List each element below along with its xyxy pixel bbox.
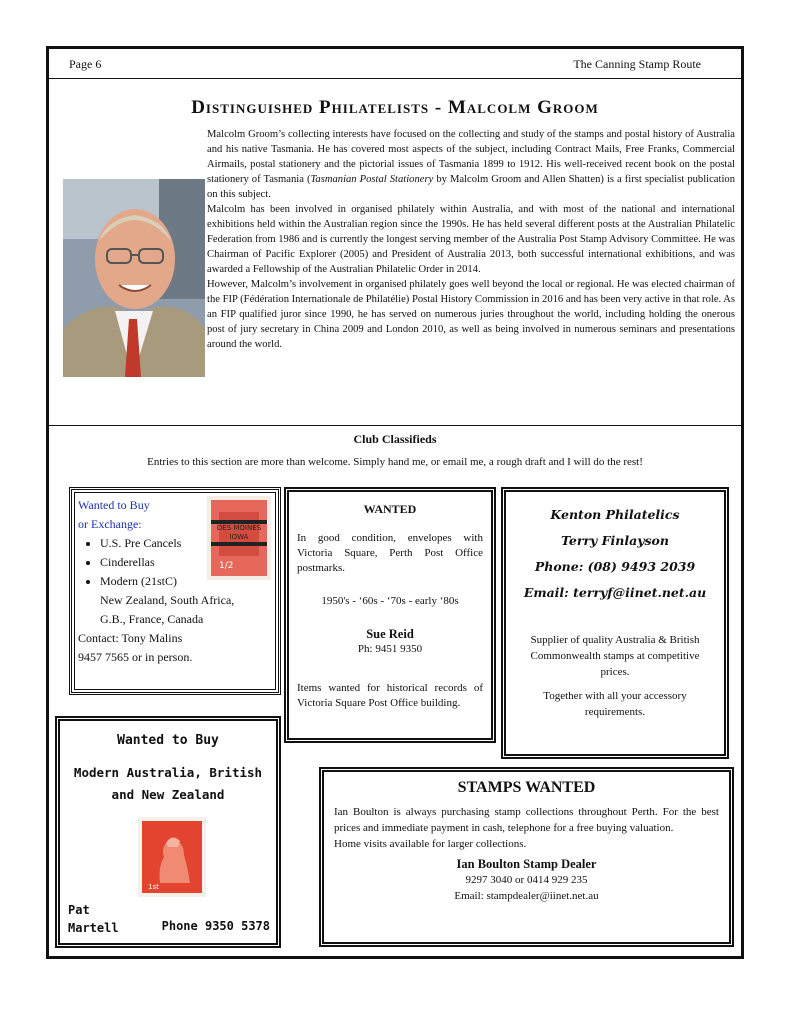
svg-text:1st: 1st [148, 883, 159, 891]
bio-paragraph-2: Malcolm has been involved in organised philately within Australia, and with most of the national and international exhibitions held within the Australian region since the 1990s. He has held several different posts at the Australian Philatelic Federation from 1986 and is currently the longest serving member of the Australia Post Stamp Advisory Committee. He was Chairman of Pacific Explorer (2005) and President of Australia 2013, both successful international exhibitions, and was awarded a Fellowship of the Australian Philatelic Order in 2014. [207, 204, 735, 275]
svg-text:1/2: 1/2 [219, 561, 234, 571]
ad-years: 1950's - ‘60s - ‘70s - early ‘80s [321, 595, 459, 607]
portrait-photo [63, 179, 205, 377]
ad-heading: Wanted to Buy [117, 733, 219, 748]
contact-email: Email: terryf@iinet.net.au [523, 585, 707, 600]
publication-name: The Canning Stamp Route [573, 57, 701, 71]
classifieds-title: Club Classifieds [353, 432, 437, 446]
contact-name: Pat Martell [68, 903, 119, 935]
biography-text [207, 127, 735, 352]
ad-text-2: Home visits available for larger collections. [334, 838, 527, 850]
bio-paragraph-3: However, Malcolm’s involvement in organised philately goes well beyond the local or regional. He was elected chairman of the FIP (Fédération Internationale de Philatélie) Postal History Commission in 2016 and has been very active in that role. As an FIP qualified juror since 1990, he has served on numerous juries throughout the world, including holding the onerous post of jury secretary in China 2009 and London 2010, as well as being involved in numerous seminars and presentations around the world. [207, 279, 736, 350]
list-item: • Cinderellas [100, 553, 272, 572]
us-precancel-stamp-image [207, 496, 271, 580]
contact-phone: Phone 9350 5378 [161, 919, 270, 933]
dealer-name: Ian Boulton Stamp Dealer [456, 857, 597, 871]
ad-heading: Wanted to Buy [78, 498, 150, 512]
svg-text:DES MOINES: DES MOINES [216, 524, 262, 532]
ad-description-2: Together with all your accessory requirements. [543, 690, 687, 718]
queen-stamp-image [138, 817, 206, 897]
ad-footer: Items wanted for historical records of Victoria Square Post Office building. [297, 682, 483, 709]
ad-subheading: or Exchange: [78, 517, 142, 531]
ad-description: Supplier of quality Australia & British Commonwealth stamps at competitive prices. [530, 634, 700, 678]
article-title: Distinguished Philatelists - Malcolm Groom [191, 97, 599, 118]
ad-ian-boulton [319, 767, 734, 947]
list-item: • U.S. Pre Cancels [100, 534, 272, 553]
ad-kenton-philatelics [501, 487, 729, 759]
list-item: • Modern (21stC) New Zealand, South Africa, G.B., France, Canada [100, 572, 272, 629]
ad-heading: WANTED [363, 502, 417, 516]
ad-pat-martell [55, 716, 281, 948]
ad-tony-malins [69, 487, 281, 695]
ad-subheading: Modern Australia, British and New Zealand [73, 765, 263, 802]
contact-phone: Ph: 9451 9350 [357, 643, 423, 655]
contact-name: Sue Reid [366, 627, 414, 641]
contact-phone: Phone: (08) 9493 2039 [534, 559, 696, 574]
ad-text: Ian Boulton is always purchasing stamp collections throughout Perth. For the best prices and immediate payment in cash, telephone for a free buying valuation. [334, 806, 719, 834]
classifieds-intro: Entries to this section are more than welcome. Simply hand me, or email me, a rough draft and I will do the rest! [147, 456, 643, 468]
business-name: Kenton Philatelics [550, 507, 680, 522]
ad-heading: STAMPS WANTED [457, 779, 596, 796]
bio-paragraph-1: Malcolm Groom’s collecting interests have focused on the collecting and study of the stamps and postal history of Australia and his native Tasmania. He has covered most aspects of the subject, including Contract Mails, Free Franks, Commercial Airmails, postal stationery and the pictorial issues of Tasmania 1899 to 1912. His well-received recent book on the postal stationery of Tasmania (Tasmanian Postal Stationery by Malcolm Groom and Allen Shatten) is a first specialist publication on this subject. [207, 129, 735, 200]
contact-name: Contact: Tony Malins [78, 631, 183, 645]
contact-email: Email: stampdealer@iinet.net.au [454, 890, 599, 902]
contact-phone: 9457 7565 or in person. [78, 650, 193, 664]
contact-name: Terry Finlayson [561, 533, 669, 548]
contact-phone: 9297 3040 or 0414 929 235 [465, 874, 588, 886]
page-number: Page 6 [69, 57, 102, 71]
page-frame [46, 46, 744, 959]
section-divider [49, 425, 741, 426]
page-header [49, 49, 741, 79]
ad-text: In good condition, envelopes with Victoria Square, Perth Post Office postmarks. [297, 532, 483, 574]
ad-sue-reid [284, 487, 496, 743]
svg-text:IOWA: IOWA [229, 533, 249, 541]
